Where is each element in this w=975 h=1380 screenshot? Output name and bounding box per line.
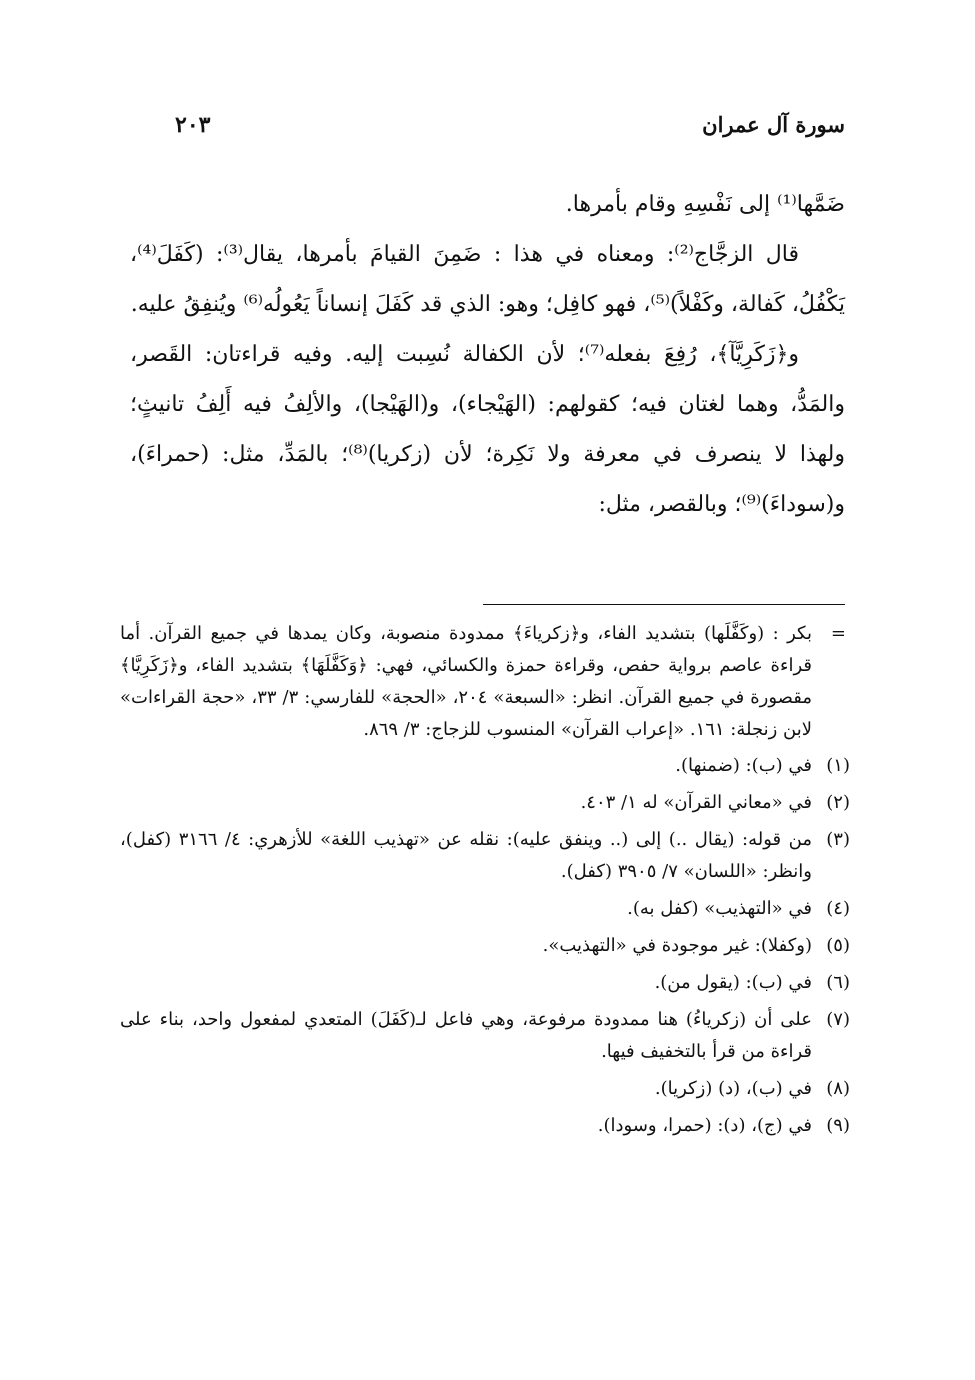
main-text xyxy=(130,180,845,530)
continuation-text: بكر : (وكَفَّلَها) بتشديد الفاء، و﴿زكرياءَ﴾ ممدودة منصوبة، وكان يمدها في جميع القرآن. أما قراءة عاصم برواية حفص، وقراءة حمزة والكسائي، فهي: ﴿وَكَفَّلَهَا﴾ بتشديد الفاء، و﴿زَكَرِيَّا﴾ مقصورة في جميع القرآن. انظر: «السبعة» ٢٠٤، «الحجة» للفارسي: ٣/ ٣٣، «حجة القراءات» لابن زنجلة: ١٦١. «إعراب القرآن» المنسوب للزجاج: ٣/ ٨٦٩. xyxy=(120,623,812,740)
footnote-text: في «التهذيب» (كفل به). xyxy=(627,898,812,919)
footnote xyxy=(120,1110,850,1142)
continuation-mark: = xyxy=(830,623,846,644)
paragraph-3: و﴿زَكَرِيَّآ﴾، رُفِعَ بفعله⁽⁷⁾؛ لأن الكفالة نُسِبت إليه. وفيه قراءتان: القَصر، والمَدُّ، وهما لغتان فيه؛ كقولهم: (الهَيْجاء)، و(الهَيْجا)، والألِفُ فيه أَلِفُ تانيثٍ؛ ولهذا لا ينصرف في معرفة ولا نَكِرة؛ لأن (زكريا)⁽⁸⁾؛ بالمَدِّ، مثل: (حمراءَ)، و(سوداءَ)⁽⁹⁾؛ وبالقصر، مثل: xyxy=(130,342,845,517)
footnote-number: (٩) xyxy=(826,1115,850,1136)
page-number: ٢٠٣ xyxy=(175,112,211,138)
footnote-text: في (ب): (ضمنها). xyxy=(675,755,812,776)
footnote-continuation xyxy=(120,618,850,746)
footnote xyxy=(120,967,850,999)
footnote-number: (٨) xyxy=(826,1078,850,1099)
footnote xyxy=(120,1073,850,1105)
footnote xyxy=(120,750,850,782)
footnote-number: (٤) xyxy=(826,898,850,919)
footnote-text: من قوله: (يقال ..) إلى (.. وينفق عليه): نقله عن «تهذيب اللغة» للأزهري: ٤/ ٣١٦٦ (كفل)، وانظر: «اللسان» ٧/ ٣٩٠٥ (كفل). xyxy=(120,829,812,882)
footnote-text: على أن (زكرياءُ) هنا ممدودة مرفوعة، وهي فاعل لـ(كَفَلَ) المتعدي لمفعول واحد، بناء على قراءة من قرأ بالتخفيف فيها. xyxy=(120,1009,812,1062)
footnote xyxy=(120,1004,850,1068)
page-header xyxy=(175,112,845,152)
footnote-number: (٣) xyxy=(826,829,850,850)
paragraph-2: قال الزجَّاج⁽²⁾: ومعناه في هذا : ضَمِنَ القيامَ بأمرها، يقال⁽³⁾: (كَفَلَ⁽⁴⁾، يَكْفُلُ، كَفالة، وكَفْلاً)⁽⁵⁾، فهو كافِل؛ وهو: الذي قد كَفَلَ إنساناً يَعُولُه⁽⁶⁾ ويُنفِقُ عليه. xyxy=(130,242,845,317)
footnote-text: في (ب)، (د) (زكريا). xyxy=(654,1078,812,1099)
footnote-number: (١) xyxy=(826,755,850,776)
footnote-number: (٧) xyxy=(826,1009,850,1030)
paragraph-1: ضَمَّها⁽¹⁾ إلى نَفْسِهِ وقام بأمرها. xyxy=(565,192,845,217)
footnote-text: في (ج)، (د): (حمرا، وسودا). xyxy=(597,1115,812,1136)
footnote xyxy=(120,930,850,962)
footnote-text: (وكفلا): غير موجودة في «التهذيب». xyxy=(542,935,812,956)
footnote-text: في «معاني القرآن» له ١/ ٤٠٣. xyxy=(580,792,812,813)
footnotes xyxy=(120,618,850,1147)
footnote xyxy=(120,787,850,819)
footnote-number: (٦) xyxy=(826,972,850,993)
footnote-number: (٥) xyxy=(826,935,850,956)
footnote xyxy=(120,824,850,888)
footnote-text: في (ب): (يقول من). xyxy=(654,972,812,993)
footnote xyxy=(120,893,850,925)
footnote-separator xyxy=(483,604,845,605)
footnote-number: (٢) xyxy=(826,792,850,813)
surah-title: سورة آل عمران xyxy=(702,112,845,137)
